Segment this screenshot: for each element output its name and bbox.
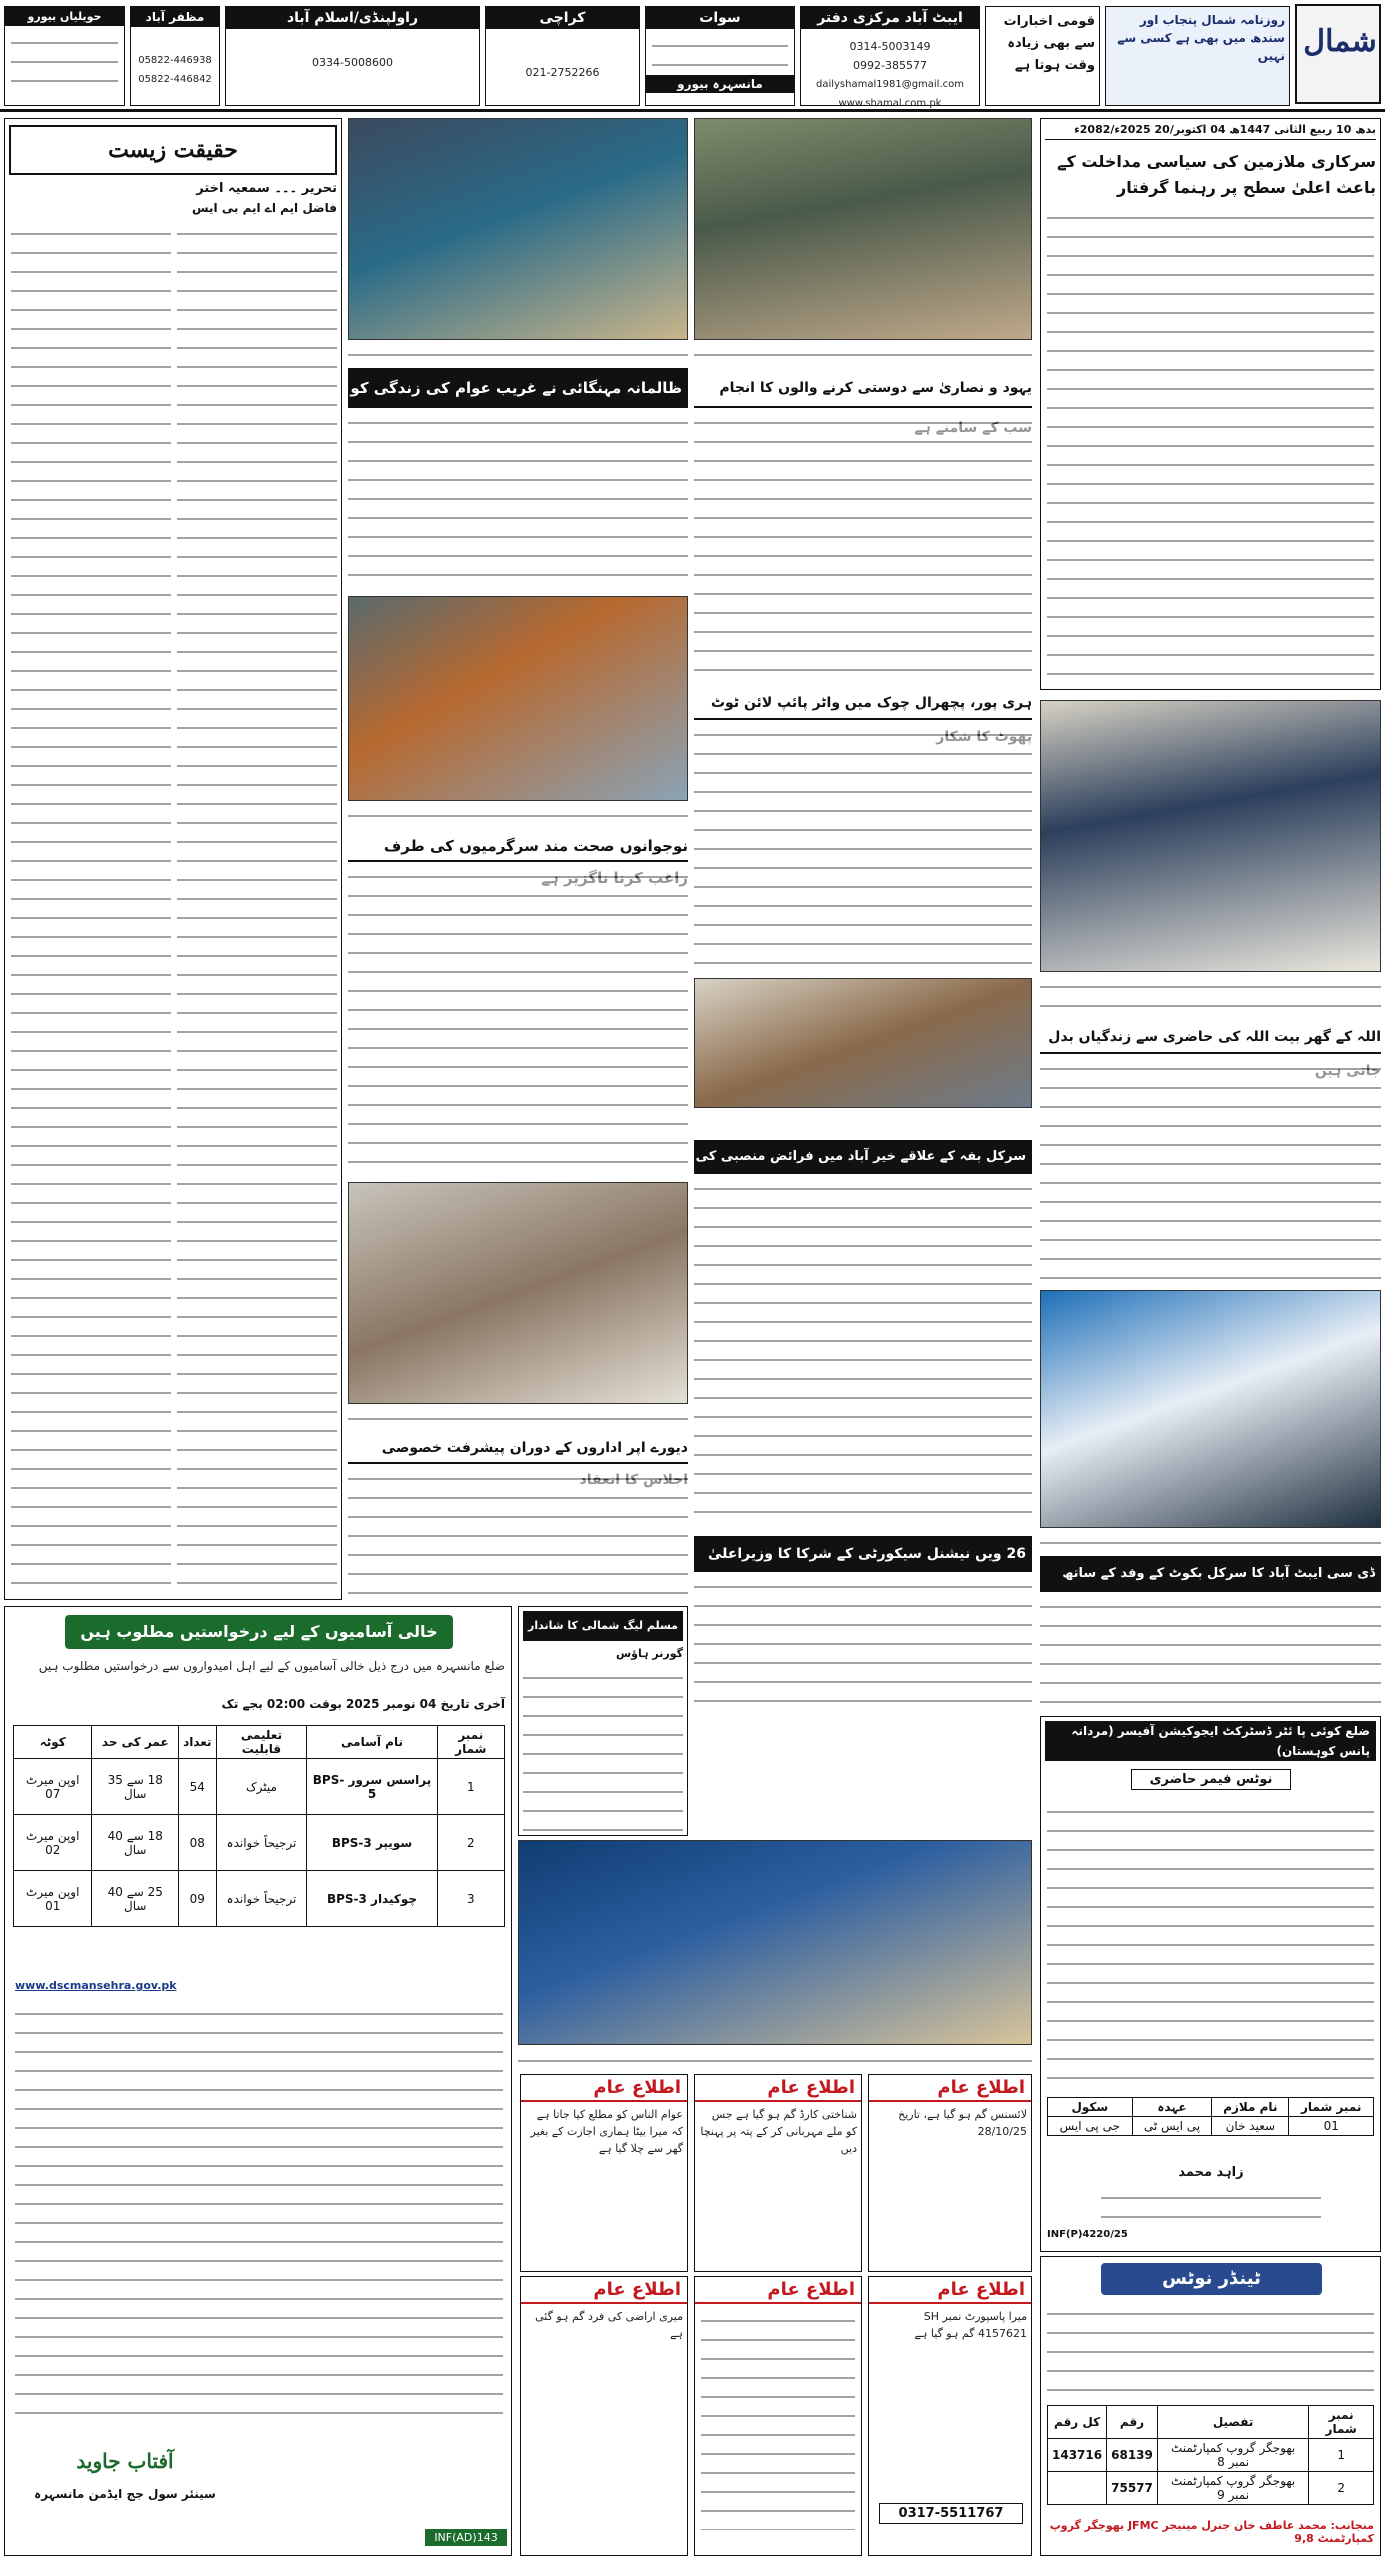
table-cell: ترجیحاً خواندہ <box>216 1871 307 1927</box>
story-security-body <box>694 1576 1032 1710</box>
table-cell: 3 <box>437 1871 504 1927</box>
tagline-1: قومی اخبارات سے بھی زیادہ وقت ہوتا ہے <box>1003 14 1095 73</box>
vacancy-header-cell: نام آسامی <box>307 1726 437 1759</box>
table-cell: بھوجگر گروپ کمپارٹمنٹ نمبر 9 <box>1157 2472 1308 2505</box>
office-haveli-details <box>11 32 118 92</box>
photo-trophy <box>518 1840 1032 2045</box>
vacancy-table-header <box>14 1726 505 1759</box>
table-cell: پی ایس ٹی <box>1132 2117 1212 2136</box>
muslim-league-story <box>518 1606 688 1836</box>
column-author: تحریر ۔۔۔ سمعیہ اختر <box>196 181 337 196</box>
ad-box-4 <box>520 2276 688 2556</box>
masthead-office-rawalpindi <box>225 6 480 106</box>
table-cell: 18 سے 35 سال <box>92 1759 179 1815</box>
ad-box-2 <box>694 2074 862 2272</box>
office-phone-6: 0334-5008600 <box>312 56 393 69</box>
office-abbottabad-title: ایبٹ آباد مرکزی دفتر <box>801 7 979 29</box>
photo-rescue <box>348 596 688 801</box>
story-pipeline-headline: ہری پور، پچھرال چوک میں واٹر پائپ لائن ٹوٹ <box>694 686 1032 720</box>
table-row <box>14 1759 505 1815</box>
vacancy-header-cell: عمر کی حد <box>92 1726 179 1759</box>
notice-header-cell: سکول <box>1048 2098 1133 2117</box>
photo-caption-6 <box>1040 1532 1381 1552</box>
vacancy-deadline: آخری تاریخ 04 نومبر 2025 بوقت 02:00 بجے تک <box>221 1697 505 1711</box>
masthead-office-abbottabad <box>800 6 980 109</box>
tender-header-cell: تفصیل <box>1157 2406 1308 2439</box>
story-circle-body <box>694 1178 1032 1530</box>
photo-caption-3 <box>348 1408 688 1428</box>
column-body-left <box>11 223 171 1593</box>
tender-ad <box>1040 2256 1381 2556</box>
story-pipeline-body <box>694 724 1032 974</box>
office-phone-1: 0314-5003149 <box>849 40 931 53</box>
masthead-office-swat <box>645 6 795 106</box>
masthead-office-karachi <box>485 6 640 106</box>
office-phone-5: 05822-446842 <box>138 74 212 85</box>
table-cell: بھوجگر گروپ کمپارٹمنٹ نمبر 8 <box>1157 2439 1308 2472</box>
story-kaaba-headline: اللہ کے گھر بیت اللہ کی حاضری سے زندگیاں بدل <box>1040 1020 1381 1054</box>
office-email: dailyshamal1981@gmail.com <box>815 79 965 90</box>
muslim-league-body <box>523 1667 683 1831</box>
ad-body-filler <box>701 2310 855 2530</box>
photo-caption-5 <box>1040 976 1381 1016</box>
muslim-league-dateline: گورنر ہاؤس <box>615 1647 683 1660</box>
photo-award <box>1040 1290 1381 1528</box>
photo-march <box>694 118 1032 340</box>
table-cell: 1 <box>1309 2439 1374 2472</box>
ad-title: اطلاع عام <box>695 2277 861 2304</box>
lead-headline: سرکاری ملازمین کی سیاسی مداخلت کے باعث اعلیٰ سطح پر رہنما گرفتار <box>1057 152 1376 197</box>
table-cell: 18 سے 40 سال <box>92 1815 179 1871</box>
masthead-office-haveli <box>4 6 125 106</box>
notice-header-cell: عہدہ <box>1132 2098 1212 2117</box>
masthead-logo <box>1295 4 1381 104</box>
story-youth-body <box>348 866 688 1178</box>
table-cell: اوپن میرٹ 01 <box>14 1871 92 1927</box>
masthead-tagline <box>985 6 1100 106</box>
story-inflation-headline: ظالمانہ مہنگائی نے غریب عوام کی زندگی کو <box>348 368 688 408</box>
ad-title: اطلاع عام <box>521 2277 687 2304</box>
vacancy-header-cell: نمبر شمار <box>437 1726 504 1759</box>
table-cell <box>1048 2472 1107 2505</box>
ad-box-1 <box>520 2074 688 2272</box>
ad-box-5 <box>694 2276 862 2556</box>
office-muzaffarabad-title: مظفر آباد <box>131 7 219 27</box>
office-mansehra-title: مانسہرہ بیورو <box>646 75 794 93</box>
story-friendship-headline: یہود و نصاریٰ سے دوستی کرنے والوں کا انجام <box>694 368 1032 408</box>
muslim-league-headline: مسلم لیگ شمالی کا شاندار افتتاح <box>523 1611 683 1641</box>
table-cell: 25 سے 40 سال <box>92 1871 179 1927</box>
office-rawalpindi-title: راولپنڈی/اسلام آباد <box>226 7 479 29</box>
opinion-column <box>4 118 342 1600</box>
ad-box-6 <box>868 2276 1032 2556</box>
table-cell: 1 <box>437 1759 504 1815</box>
notice-body <box>1047 1801 1374 2091</box>
lead-body <box>1047 207 1374 683</box>
table-cell: چوکیدار BPS-3 <box>307 1871 437 1927</box>
table-cell: 01 <box>1289 2117 1374 2136</box>
ad-box-3 <box>868 2074 1032 2272</box>
ad-phone: 0317-5511767 <box>879 2503 1023 2524</box>
masthead-office-muzaffarabad <box>130 6 220 106</box>
table-cell: ترجیحاً خواندہ <box>216 1815 307 1871</box>
notice-signatory: زاہد محمد <box>1178 2165 1244 2180</box>
ad-body: شناختی کارڈ گم ہو گیا ہے جس کو ملے مہربانی کر کے پتہ پر پہنچا دیں <box>700 2108 857 2155</box>
vacancy-header-cell: تعداد <box>179 1726 216 1759</box>
story-dc-body <box>1040 1596 1381 1710</box>
photo-children <box>348 1182 688 1404</box>
story-circle-headline: سرکل بفہ کے علاقے خیر آباد میں فرائض منصبی کی <box>694 1140 1032 1174</box>
table-cell: 2 <box>437 1815 504 1871</box>
masthead <box>0 0 1385 112</box>
tender-footer: منجانب: محمد عاطف خان جنرل مینیجر JFMC بھوجگر گروپ کمپارٹمنٹ 9,8 <box>1049 2519 1374 2545</box>
column-subtitle: فاضل ایم اے ایم بی ایس <box>192 201 337 215</box>
photo-caption-4 <box>694 344 1032 364</box>
table-row <box>1048 2117 1374 2136</box>
daily-text: روزنامہ شمال پنجاب اور سندھ میں بھی ہے کسی سے نہیں <box>1117 13 1285 63</box>
ad-title: اطلاع عام <box>869 2277 1031 2304</box>
table-cell: 09 <box>179 1871 216 1927</box>
story-dc-headline: ڈی سی ایبٹ آباد کا سرکل بکوٹ کے وفد کے ساتھ <box>1040 1556 1381 1592</box>
notice-header-cell: نمبر شمار <box>1289 2098 1374 2117</box>
notice-ad <box>1040 1716 1381 2252</box>
office-website: www.shamal.com.pk <box>838 98 942 109</box>
table-cell: 75577 <box>1107 2472 1158 2505</box>
photo-caption-7 <box>518 2050 1032 2070</box>
tender-table-header <box>1048 2406 1374 2439</box>
office-phone-3: 021-2752266 <box>525 66 600 79</box>
notice-header-cell: نام ملازم <box>1212 2098 1289 2117</box>
table-cell: 54 <box>179 1759 216 1815</box>
vacancy-table <box>13 1725 505 1927</box>
table-row <box>14 1871 505 1927</box>
office-karachi-title: کراچی <box>486 7 639 29</box>
notice-table <box>1047 2097 1374 2136</box>
vacancy-signatory: آفتاب جاوید <box>76 2449 174 2473</box>
ad-title: اطلاع عام <box>869 2075 1031 2102</box>
table-cell: سویپر BPS-3 <box>307 1815 437 1871</box>
photo-caption-2 <box>348 805 688 825</box>
tender-header-cell: نمبر شمار <box>1309 2406 1374 2439</box>
vacancy-website[interactable]: www.dscmansehra.gov.pk <box>15 1979 177 1992</box>
table-row <box>1048 2439 1374 2472</box>
notice-code: INF(P)4220/25 <box>1047 2229 1128 2240</box>
notice-subtitle: نوٹس فیمر حاضری <box>1131 1769 1291 1790</box>
office-swat-details <box>652 35 788 69</box>
table-cell: 2 <box>1309 2472 1374 2505</box>
ad-title: اطلاع عام <box>695 2075 861 2102</box>
notice-signatory-title <box>1101 2187 1321 2223</box>
photo-caption-1 <box>348 344 688 364</box>
table-cell: 08 <box>179 1815 216 1871</box>
notice-banner: ضلع کوئی پا ئٹر ڈسٹرکٹ ایجوکیشن آفیسر (مردانہ پانس کوہستان) <box>1045 1721 1376 1761</box>
story-youth-headline: نوجوانوں صحت مند سرگرمیوں کی طرف <box>348 830 688 862</box>
office-swat-title: سوات <box>646 7 794 29</box>
table-cell: جی پی ایس <box>1048 2117 1133 2136</box>
story-inflation-body <box>348 412 688 592</box>
vacancy-header-cell: کوٹہ <box>14 1726 92 1759</box>
story-security-headline: 26 ویں نیشنل سیکورٹی کے شرکا کا وزیراعلیٰ <box>694 1536 1032 1572</box>
ad-body: لائسنس گم ہو گیا ہے، تاریخ 28/10/25 <box>898 2108 1027 2138</box>
masthead-daily-text <box>1105 6 1290 106</box>
table-cell: اوپن میرٹ 07 <box>14 1759 92 1815</box>
column-title: حقیقت زیست <box>9 125 337 175</box>
vacancy-header-cell: تعلیمی قابلیت <box>216 1726 307 1759</box>
table-cell: 68139 <box>1107 2439 1158 2472</box>
tender-body <box>1047 2303 1374 2399</box>
story-women-headline: دیورے اپر اداروں کے دوران پیشرفت خصوصی <box>348 1432 688 1464</box>
story-women-body <box>348 1468 688 1596</box>
vacancy-intro: ضلع مانسہرہ میں درج ذیل خالی آسامیوں کے لیے اہل امیدواروں سے درخواستیں مطلوب ہیں <box>38 1659 505 1673</box>
photo-group-prayer <box>1040 700 1381 972</box>
ad-body: عوام الناس کو مطلع کیا جاتا ہے کہ میرا بیٹا ہماری اجازت کے بغیر گھر سے چلا گیا ہے <box>530 2108 683 2155</box>
table-cell: 143716 <box>1048 2439 1107 2472</box>
logo-text: شمال <box>1303 24 1377 59</box>
tender-table <box>1047 2405 1374 2505</box>
ad-body: میرا پاسپورٹ نمبر SH 4157621 گم ہو گیا ہے <box>914 2310 1027 2340</box>
table-cell: اوپن میرٹ 02 <box>14 1815 92 1871</box>
office-haveli-title: حویلیاں بیورو <box>5 7 124 26</box>
ad-body: میری اراضی کی فرد گم ہو گئی ہے <box>535 2310 683 2340</box>
office-phone-2: 0992-385577 <box>853 59 927 72</box>
tender-header-cell: رقم <box>1107 2406 1158 2439</box>
lead-story <box>1040 118 1381 690</box>
office-phone-4: 05822-446938 <box>138 55 212 66</box>
table-cell: پراسس سرور BPS-5 <box>307 1759 437 1815</box>
story-kaaba-body <box>1040 1058 1381 1284</box>
table-cell: میٹرک <box>216 1759 307 1815</box>
vacancy-signatory-title: سینئر سول جج ایڈمن مانسہرہ <box>34 2487 216 2501</box>
table-cell: سعید خان <box>1212 2117 1289 2136</box>
table-row <box>14 1815 505 1871</box>
dateline: بدھ 10 ربیع الثانی 1447ھ 04 اکتوبر/20 2025ء/2082ء <box>1045 123 1376 140</box>
table-row <box>1048 2472 1374 2505</box>
photo-award-ceremony <box>348 118 688 340</box>
notice-table-header <box>1048 2098 1374 2117</box>
ad-title: اطلاع عام <box>521 2075 687 2102</box>
story-friendship-body <box>694 412 1032 682</box>
photo-meeting <box>694 978 1032 1108</box>
tender-banner: ٹینڈر نوٹس <box>1101 2263 1322 2295</box>
column-body-right <box>177 223 337 1593</box>
vacancy-banner: خالی آسامیوں کے لیے درخواستیں مطلوب ہیں <box>65 1615 453 1649</box>
tender-header-cell: کل رقم <box>1048 2406 1107 2439</box>
vacancy-code: INF(AD)143 <box>425 2529 507 2546</box>
vacancy-terms <box>15 2003 503 2423</box>
vacancy-ad <box>4 1606 512 2556</box>
